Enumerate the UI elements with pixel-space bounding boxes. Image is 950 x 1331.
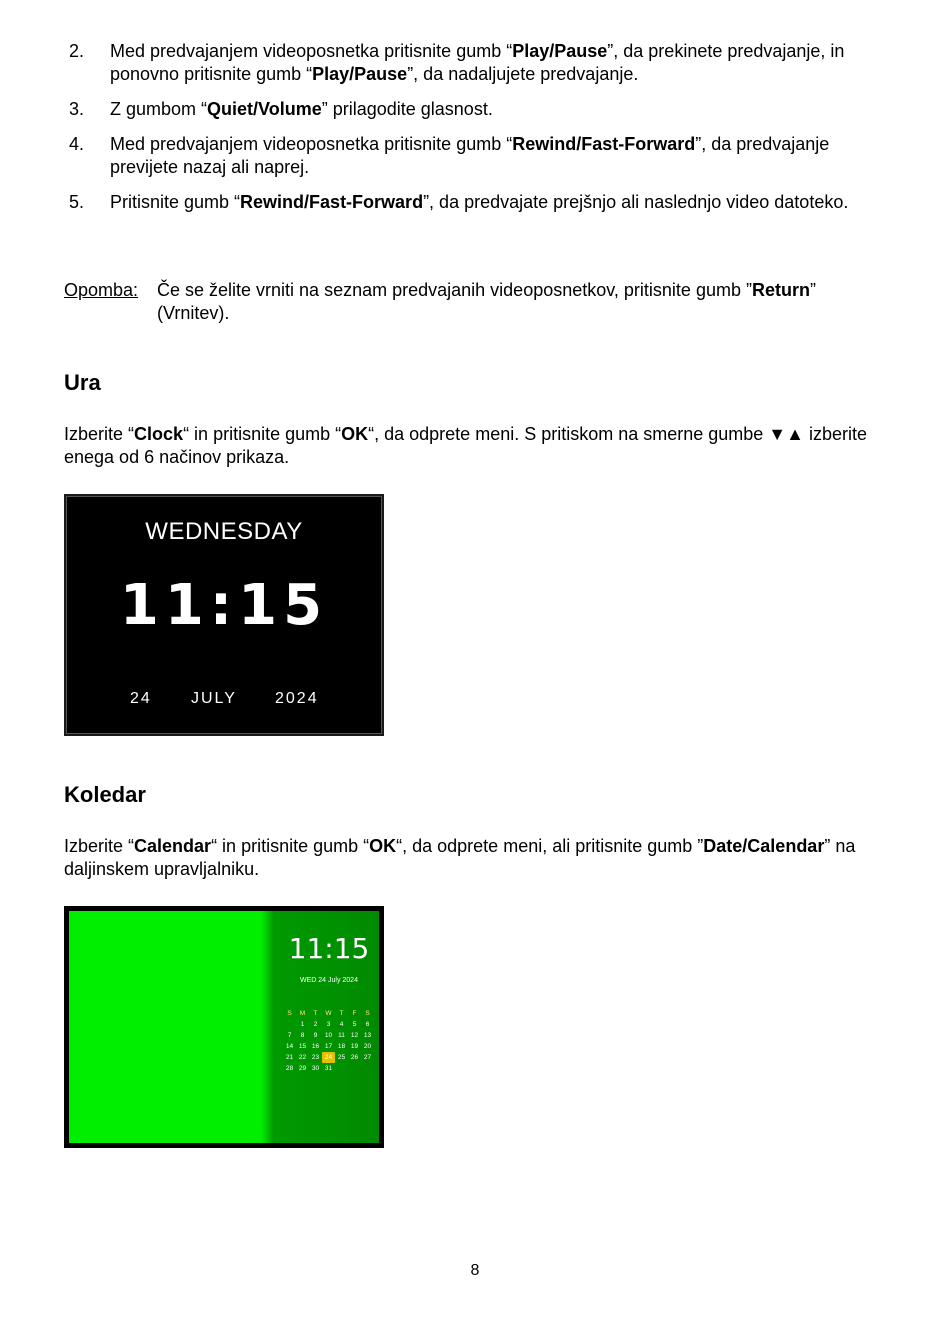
calendar-weekday: M <box>299 1010 306 1017</box>
calendar-day: 1 <box>300 1021 305 1028</box>
list-item: 5. Pritisnite gumb “Rewind/Fast-Forward”, da predvajate prejšnjo ali naslednjo video datoteko. <box>69 192 849 212</box>
clock-date-month: JULY <box>191 690 237 707</box>
calendar-day <box>283 1019 296 1030</box>
calendar-day: 12 <box>350 1032 359 1039</box>
calendar-day: 25 <box>337 1054 346 1061</box>
calendar-day: 10 <box>324 1032 333 1039</box>
clock-date-day: 24 <box>130 690 152 707</box>
clock-day: WEDNESDAY <box>145 518 303 545</box>
calendar-date: WED 24 July 2024 <box>300 977 358 984</box>
note <box>64 279 884 325</box>
calendar-day: 6 <box>365 1021 370 1028</box>
calendar-day: 9 <box>313 1032 318 1039</box>
calendar-day: 15 <box>298 1043 307 1050</box>
instruction-list <box>64 40 884 226</box>
calendar-day: 8 <box>300 1032 305 1039</box>
list-number: 4. <box>69 134 85 154</box>
calendar-day: 16 <box>311 1043 320 1050</box>
list-number: 5. <box>69 192 85 212</box>
calendar-day: 13 <box>363 1032 372 1039</box>
calendar-day: 18 <box>337 1043 346 1050</box>
calendar-day: 29 <box>298 1065 307 1072</box>
list-number: 2. <box>69 41 85 61</box>
calendar-day: 14 <box>285 1043 294 1050</box>
calendar-day: 23 <box>311 1054 320 1061</box>
list-item: 3. Z gumbom “Quiet/Volume” prilagodite glasnost. <box>69 99 493 119</box>
calendar-day: 5 <box>352 1021 357 1028</box>
calendar-day: 21 <box>285 1054 294 1061</box>
calendar-day-today: 24 <box>322 1052 335 1063</box>
calendar-weekday: S <box>365 1010 370 1017</box>
list-item: 4. Med predvajanjem videoposnetka pritisnite gumb “Rewind/Fast-Forward”, da predvajanje previjete nazaj ali naprej. <box>69 134 830 177</box>
calendar-grid <box>283 1008 375 1074</box>
calendar-time: 11:15 <box>288 932 370 965</box>
calendar-weekday: S <box>287 1010 292 1017</box>
section-heading-ura: Ura <box>64 370 101 395</box>
calendar-screen-image <box>64 906 384 1148</box>
section-heading-koledar: Koledar <box>64 782 146 807</box>
calendar-screen-background <box>69 911 379 1143</box>
note-label: Opomba: <box>64 280 139 300</box>
calendar-day: 26 <box>350 1054 359 1061</box>
calendar-day: 4 <box>339 1021 344 1028</box>
calendar-day: 20 <box>363 1043 372 1050</box>
calendar-weekday: T <box>313 1010 318 1017</box>
note-text: Če se želite vrniti na seznam predvajanih videoposnetkov, pritisnite gumb ”Return” (Vrnitev). <box>157 280 816 323</box>
calendar-day: 2 <box>313 1021 318 1028</box>
calendar-day: 22 <box>298 1054 307 1061</box>
koledar-paragraph: Izberite “Calendar“ in pritisnite gumb “OK“, da odprete meni, ali pritisnite gumb ”Date/Calendar” na daljinskem upravljalniku. <box>64 836 856 879</box>
calendar-weekday: T <box>339 1010 344 1017</box>
page-number: 8 <box>470 1262 480 1279</box>
calendar-day: 11 <box>338 1032 345 1039</box>
calendar-weekday: F <box>352 1010 357 1017</box>
calendar-day: 28 <box>285 1065 294 1072</box>
clock-date-year: 2024 <box>275 690 319 707</box>
clock-screen-image <box>64 494 384 736</box>
calendar-day: 19 <box>350 1043 359 1050</box>
calendar-day: 27 <box>363 1054 372 1061</box>
ura-paragraph: Izberite “Clock“ in pritisnite gumb “OK“, da odprete meni. S pritiskom na smerne gumbe ▼▲ izberite enega od 6 načinov prikaza. <box>64 424 867 467</box>
calendar-weekday: W <box>325 1010 332 1017</box>
calendar-day: 3 <box>326 1021 331 1028</box>
list-number: 3. <box>69 99 85 119</box>
calendar-day: 31 <box>324 1065 333 1072</box>
clock-time: 11:15 <box>119 573 329 638</box>
calendar-day: 30 <box>311 1065 320 1072</box>
calendar-day: 7 <box>287 1032 292 1039</box>
list-item: 2. Med predvajanjem videoposnetka pritisnite gumb “Play/Pause”, da prekinete predvajanje, in ponovno pritisnite gumb “Play/Pause”, da nadaljujete predvajanje. <box>69 41 845 84</box>
calendar-day: 17 <box>324 1043 333 1050</box>
